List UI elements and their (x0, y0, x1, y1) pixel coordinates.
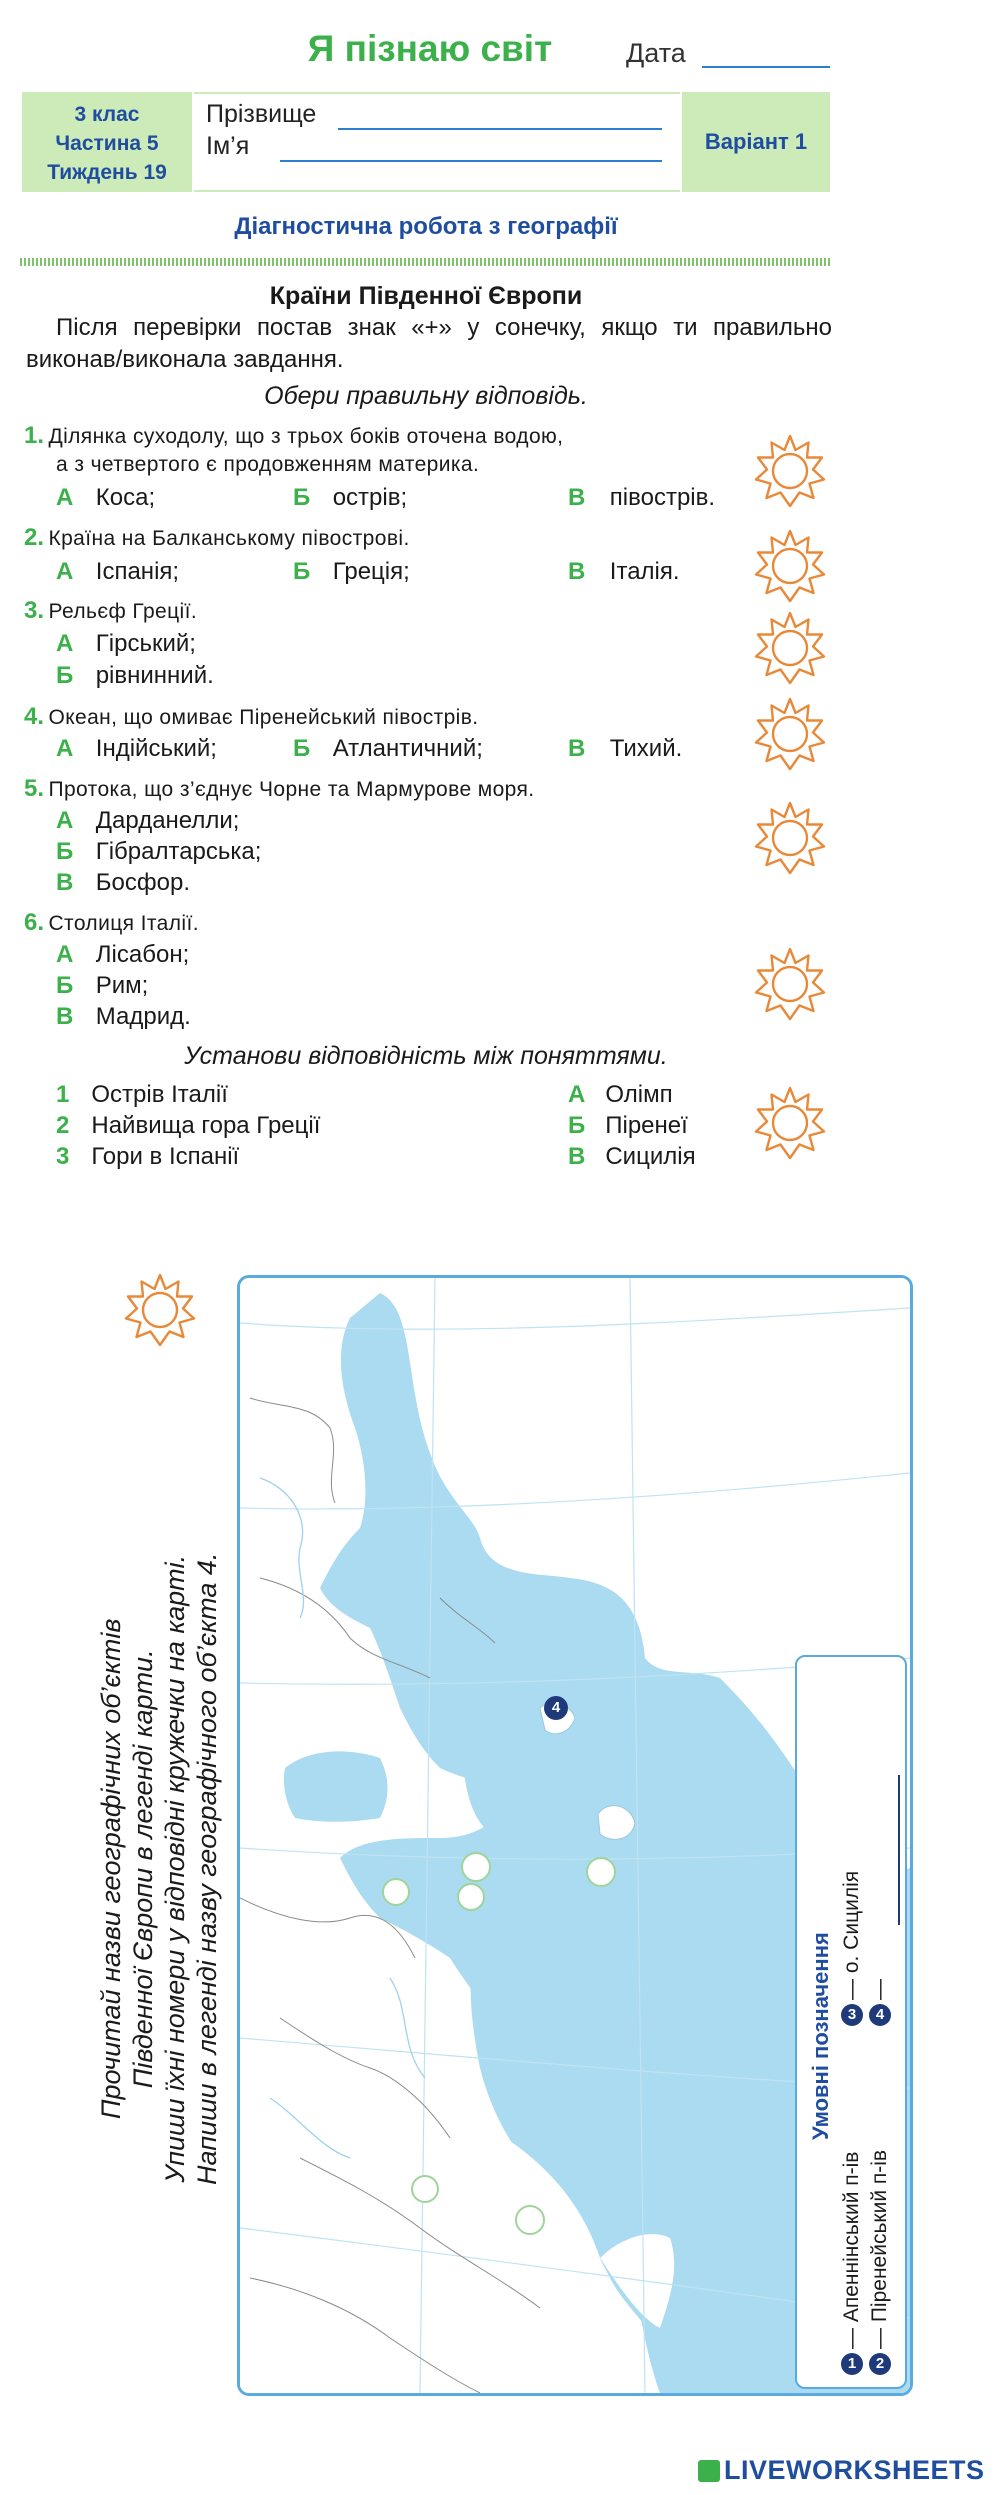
logo-text: LIVEWORKSHEETS (724, 2455, 985, 2485)
option-b[interactable] (56, 662, 214, 690)
match-left-3 (56, 1143, 239, 1171)
class-info-panel (22, 92, 192, 192)
map-marker-4[interactable]: 4 (544, 1696, 568, 1720)
match-letter: А (568, 1081, 586, 1108)
option-c[interactable] (568, 484, 715, 512)
legend-number: 4 (869, 2004, 891, 2026)
option-letter: Б (293, 558, 311, 585)
option-letter: А (56, 807, 74, 834)
match-text: Найвища гора Греції (91, 1112, 321, 1139)
match-right-b (568, 1112, 688, 1140)
legend-number: 3 (841, 2004, 863, 2026)
option-letter: А (56, 941, 74, 968)
question-number: 3. (24, 597, 45, 624)
match-left-2 (56, 1112, 320, 1140)
map-instruction-line: Напиши в легенді назву географічного об’єкта 4. (192, 1552, 222, 2185)
option-letter: В (568, 735, 586, 762)
option-letter: А (56, 735, 74, 762)
logo-icon (698, 2460, 720, 2482)
option-text: Мадрид. (95, 1003, 191, 1030)
option-b[interactable] (293, 484, 407, 512)
question-1 (24, 422, 563, 450)
legend-text: — Апеннінський п-ів (840, 2151, 863, 2349)
option-text: Греція; (332, 558, 410, 585)
option-text: Гірський; (95, 630, 196, 657)
match-right-c (568, 1143, 696, 1171)
name-input-line[interactable] (280, 160, 662, 162)
option-letter: Б (293, 484, 311, 511)
question-number: 5. (24, 775, 45, 802)
match-text: Піренеї (605, 1112, 688, 1139)
legend-text: — (868, 1979, 891, 2000)
option-text: Коса; (95, 484, 156, 511)
question-number: 2. (24, 524, 45, 551)
surname-label: Прізвище (206, 100, 317, 128)
question-text: Країна на Балканському півострові. (48, 527, 410, 550)
map-answer-circle[interactable] (515, 2205, 545, 2235)
option-b[interactable] (56, 838, 261, 866)
match-text: Гори в Іспанії (91, 1143, 240, 1170)
part-label: Частина 5 (55, 132, 159, 155)
option-letter: В (568, 484, 586, 511)
option-a[interactable] (56, 807, 239, 835)
date-label: Дата (626, 38, 686, 68)
option-text: Дарданелли; (95, 807, 240, 834)
map-instruction-line: Південної Європи в легенді карти. (128, 1649, 158, 2089)
match-right-a (568, 1081, 673, 1109)
match-instruction: Установи відповідність між поняттями. (184, 1042, 668, 1070)
question-text: Ділянка суходолу, що з трьох боків оточена водою, (48, 425, 564, 448)
option-c[interactable] (56, 869, 190, 897)
intro-text: Після перевірки постав знак «+» у сонечку, якщо ти правильно виконав/виконала завдання. (26, 314, 832, 373)
option-letter: А (56, 484, 74, 511)
question-3 (24, 597, 197, 625)
legend-title-text: Умовні позначення (808, 1932, 833, 2140)
legend-number: 1 (841, 2353, 863, 2375)
page-title: Я пізнаю світ (307, 28, 553, 69)
option-a[interactable] (56, 558, 179, 586)
match-letter: Б (568, 1112, 586, 1139)
option-text: Тихий. (609, 735, 683, 762)
question-2 (24, 524, 410, 552)
option-text: Рим; (95, 972, 149, 999)
option-text: Італія. (609, 558, 680, 585)
match-number: 3 (56, 1143, 70, 1170)
option-b[interactable] (56, 972, 148, 1000)
topic-heading: Країни Південної Європи (269, 282, 583, 310)
legend-item-2 (868, 2150, 892, 2375)
legend-text: — о. Сицилія (840, 1870, 863, 2000)
option-letter: В (56, 1003, 74, 1030)
sun-check-icon[interactable] (752, 528, 828, 604)
match-text: Сицилія (605, 1143, 696, 1170)
question-6 (24, 909, 199, 937)
sun-check-icon[interactable] (752, 696, 828, 772)
option-c[interactable] (568, 558, 680, 586)
option-b[interactable] (293, 735, 483, 763)
name-panel (194, 92, 680, 192)
question-5 (24, 775, 535, 803)
sun-check-icon[interactable] (752, 610, 828, 686)
option-text: півострів. (609, 484, 716, 511)
date-input-line[interactable] (702, 66, 830, 68)
week-label: Тиждень 19 (47, 161, 167, 184)
option-text: Індійський; (95, 735, 217, 762)
question-text: Океан, що омиває Піренейський півострів. (48, 706, 479, 729)
map-instructions (95, 1553, 223, 2185)
option-text: Іспанія; (95, 558, 180, 585)
map-instruction-line: Упиши їхні номери у відповідні кружечки на карті. (160, 1554, 190, 2183)
question-text: Протока, що з’єднує Чорне та Мармурове моря. (48, 778, 535, 801)
match-number: 1 (56, 1081, 70, 1108)
option-letter: А (56, 558, 74, 585)
option-c[interactable] (56, 1003, 191, 1031)
question-text-line2: а з четвертого є продовженням материка. (56, 453, 480, 476)
name-label: Ім’я (206, 132, 250, 160)
divider-stripe (20, 258, 830, 266)
match-text: Олімп (605, 1081, 673, 1108)
sun-check-icon[interactable] (752, 946, 828, 1022)
option-a[interactable] (56, 941, 189, 969)
question-4 (24, 703, 479, 731)
option-letter: В (568, 558, 586, 585)
legend-item-1 (840, 2152, 864, 2375)
option-b[interactable] (293, 558, 410, 586)
option-letter: В (56, 869, 74, 896)
map-answer-circle[interactable] (461, 1852, 491, 1882)
legend-item-4 (868, 1979, 892, 2026)
legend-title (808, 1932, 834, 2140)
legend-number: 2 (869, 2353, 891, 2375)
match-left-1 (56, 1081, 228, 1109)
option-a[interactable] (56, 735, 217, 763)
map-instruction-line: Прочитай назви географічних об’єктів (96, 1618, 126, 2120)
legend-answer-line[interactable] (898, 1775, 900, 1925)
option-a[interactable] (56, 630, 196, 658)
grade-label: 3 клас (74, 103, 140, 126)
option-text: Гібралтарська; (95, 838, 262, 865)
question-number: 1. (24, 422, 45, 449)
liveworksheets-logo (698, 2455, 985, 2486)
work-subtitle: Діагностична робота з географії (234, 213, 618, 240)
option-letter: Б (56, 972, 74, 999)
question-number: 4. (24, 703, 45, 730)
surname-input-line[interactable] (338, 128, 662, 130)
option-text: острів; (332, 484, 408, 511)
match-letter: В (568, 1143, 586, 1170)
option-letter: Б (56, 662, 74, 689)
match-number: 2 (56, 1112, 70, 1139)
sun-check-icon[interactable] (752, 1085, 828, 1161)
option-c[interactable] (568, 735, 682, 763)
sun-check-icon[interactable] (122, 1272, 198, 1348)
option-letter: Б (56, 838, 74, 865)
option-a[interactable] (56, 484, 155, 512)
question-text: Рельєф Греції. (48, 600, 198, 623)
question-text: Столиця Італії. (48, 912, 199, 935)
legend-item-3 (840, 1871, 864, 2026)
option-text: рівнинний. (95, 662, 214, 689)
map-answer-circle[interactable] (586, 1857, 616, 1887)
variant-label: Варіант 1 (682, 92, 830, 192)
question-number: 6. (24, 909, 45, 936)
option-text: Лісабон; (95, 941, 190, 968)
student-info-box (22, 92, 830, 192)
option-letter: Б (293, 735, 311, 762)
option-letter: А (56, 630, 74, 657)
sun-check-icon[interactable] (752, 433, 828, 509)
option-text: Босфор. (95, 869, 191, 896)
choose-instruction: Обери правильну відповідь. (264, 382, 588, 410)
match-text: Острів Італії (91, 1081, 228, 1108)
option-text: Атлантичний; (332, 735, 483, 762)
sun-check-icon[interactable] (752, 800, 828, 876)
legend-text: — Піренейський п-ів (868, 2149, 891, 2349)
